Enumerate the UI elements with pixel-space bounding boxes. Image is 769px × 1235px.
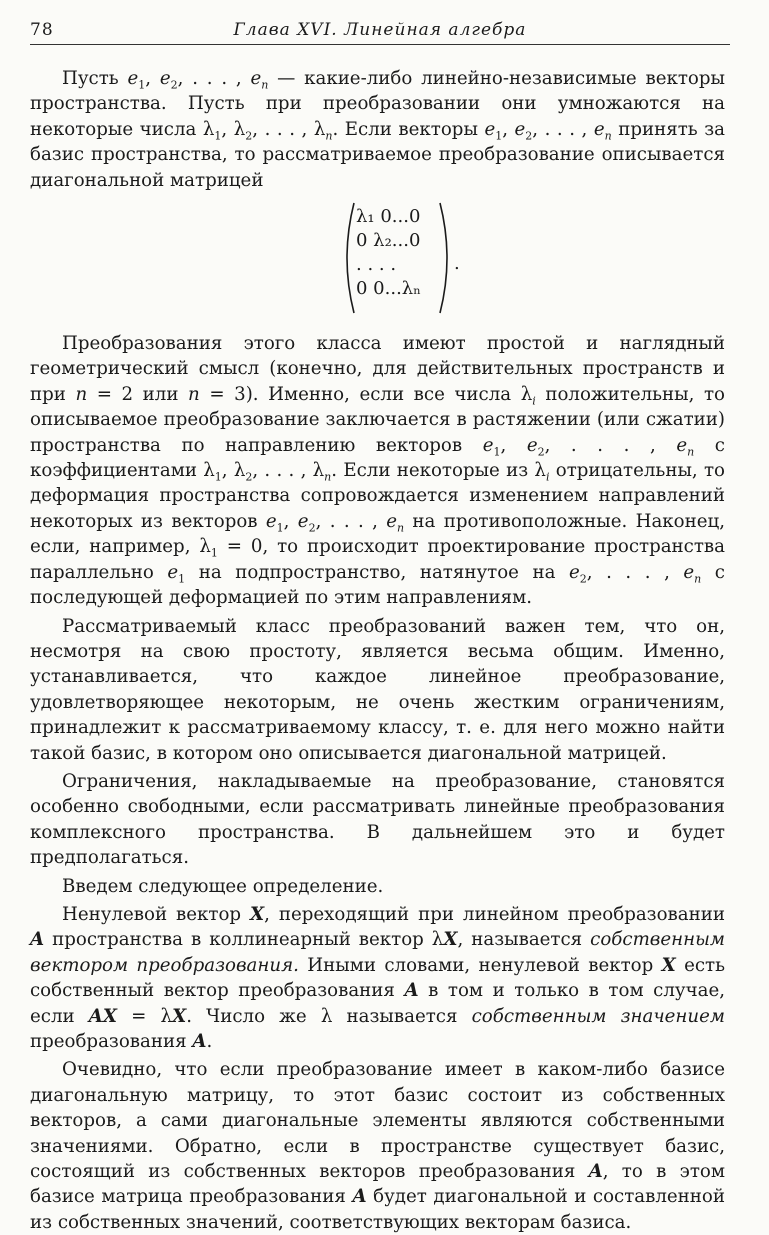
paragraph-3: Рассматриваемый класс преобразований важен тем, что он, несмотря на свою простоту, является весьма общим. Именно, устанавливается, что каждое линейное преобразование, удовлетворяющее некоторым, не очень жестким ограничениям, принадлежит к рассматриваемому классу, т. е. для него можно найти такой базис, в котором оно описывается диагональной матрицей. (30, 615, 725, 764)
diagonal-matrix (30, 199, 725, 317)
paragraph-1: Пусть $e_1$, $e_2$, . . . , $e_n$ — какие-либо линейно-независимые векторы пространства. Пусть при преобразовании они умножаются на некоторые числа $\lambda_1$, $\lambda_2$, . . . , $\lambda_n$. Если векторы $e_1$, $e_2$, . . . , $e_n$ принять за базис пространства, то рассматриваемое преобразование описывается диагональной матрицей (30, 68, 725, 191)
page-body (30, 66, 725, 1235)
paragraph-5: Введем следующее определение. (62, 875, 384, 897)
matrix-row: 0 λ₂...0 (356, 230, 421, 252)
paragraph-4: Ограничения, накладываемые на преобразование, становятся особенно свободными, если рассматривать линейные преобразования комплексного пространства. В дальнейшем это и будет предполагаться. (30, 770, 725, 869)
paragraph-7: Очевидно, что если преобразование имеет в каком-либо базисе диагональную матрицу, то этот базис состоит из собственных векторов, а сами диагональные элементы являются собственными значениями. Обратно, если в пространстве существует базис, состоящий из собственных векторов преобразования A, то в этом базисе матрица преобразования A будет диагональной и составленной из собственных значений, соответствующих векторам базиса. (30, 1059, 725, 1233)
matrix-row: . . . . (356, 254, 397, 276)
paragraph-2: Преобразования этого класса имеют простой и наглядный геометрический смысл (конечно, для действительных пространств и при n = 2 или n = 3). Именно, если все числа $\lambda_i$ положительны, то описываемое преобразование заключается в растяжении (или сжатии) пространства по направлению векторов $e_1$, $e_2$, . . . , $e_n$ с коэффициентами $\lambda_1$, $\lambda_2$, . . . , $\lambda_n$. Если некоторые из $\lambda_i$ отрицательны, то деформация пространства сопровождается изменением направлений некоторых из векторов $e_1$, $e_2$, . . . , $e_n$ на противоположные. Наконец, если, например, $\lambda_1 = 0$, то происходит проектирование пространства параллельно $e_1$ на подпространство, натянутое на $e_2$, . . . , $e_n$ с последующей деформацией по этим направлениям. (30, 333, 726, 609)
matrix-end-mark: . (454, 253, 460, 275)
chapter-title: Глава XVI. Линейная алгебра (233, 20, 527, 40)
page-header (30, 14, 730, 45)
matrix-row: 0 0...λₙ (356, 278, 421, 300)
matrix-row: λ₁ 0...0 (356, 206, 421, 228)
page-number: 78 (30, 20, 54, 40)
paragraph-6-definition: Ненулевой вектор X, переходящий при линейном преобразовании A пространства в коллинеарный вектор λX, называется собственным вектором преобразования. Иными словами, ненулевой вектор X есть собственный вектор преобразования A в том и только в том случае, если AX = λX. Число же λ называется собственным значением преобразования A. (30, 903, 726, 1052)
matrix-rows (356, 205, 421, 301)
